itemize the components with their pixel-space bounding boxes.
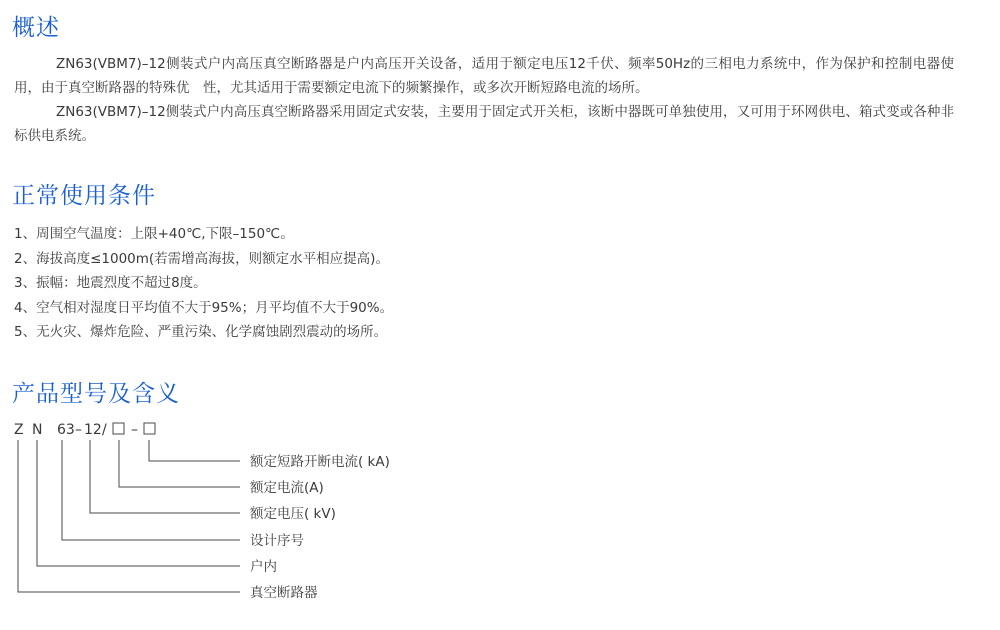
code-dash-1: –: [75, 422, 82, 438]
condition-item: 3、振幅：地震烈度不超过8度。: [14, 275, 207, 291]
label-rated-current: 额定电流(A): [250, 480, 324, 496]
code-breaking-current-box: [144, 423, 155, 434]
code-n: N: [32, 422, 43, 438]
code-design-number: 63: [57, 422, 75, 438]
label-vacuum-breaker: 真空断路器: [250, 585, 318, 601]
code-current-box: [113, 423, 124, 434]
conditions-heading: 正常使用条件: [12, 183, 156, 209]
condition-item: 2、海拔高度≤1000m(若需增高海拔，则额定水平相应提高)。: [14, 250, 389, 267]
model-heading: 产品型号及含义: [12, 381, 180, 407]
label-rated-voltage: 额定电压( kV): [250, 506, 336, 522]
condition-item: 5、无火灾、爆炸危险、严重污染、化学腐蚀剧烈震动的场所。: [14, 324, 388, 340]
code-slash: /: [102, 422, 107, 438]
overview-paragraph-1: ZN63(VBM7)–12侧装式户内高压真空断路器是户内高压开关设备，适用于额定电压12千伏、频率50Hz的三相电力系统中，作为保护和控制电器使用，由于真空断路器的特殊优 性，尤其适用于需要额定电流下的频繁操作，或多次开断短路电流的场所。: [14, 56, 954, 96]
conditions-list: [14, 222, 393, 345]
overview-heading: 概述: [12, 15, 60, 41]
overview-paragraph-2: ZN63(VBM7)–12侧装式户内高压真空断路器采用固定式安装，主要用于固定式开关柜，该断中器既可单独使用，又可用于环网供电、箱式变或各种非标供电系统。: [14, 104, 954, 144]
label-indoor: 户内: [250, 559, 277, 575]
code-voltage: 12: [84, 422, 102, 438]
label-design-number: 设计序号: [250, 533, 304, 549]
leader-line-design-number: [62, 440, 240, 540]
leader-line-rated-current: [119, 440, 240, 487]
label-breaking-current: 额定短路开断电流( kA): [250, 454, 390, 470]
condition-item: 4、空气相对湿度日平均值不大于95%；月平均值不大于90%。: [14, 299, 394, 316]
model-designation-diagram: [0, 412, 520, 612]
leader-line-indoor: [37, 440, 240, 566]
leader-line-vacuum-breaker: [18, 440, 240, 592]
leader-line-rated-voltage: [90, 440, 240, 513]
code-dash-2: –: [131, 422, 138, 438]
leader-line-breaking-current: [149, 440, 240, 461]
code-z: Z: [14, 422, 24, 438]
condition-item: 1、周围空气温度：上限+40℃,下限–150℃。: [14, 226, 294, 242]
